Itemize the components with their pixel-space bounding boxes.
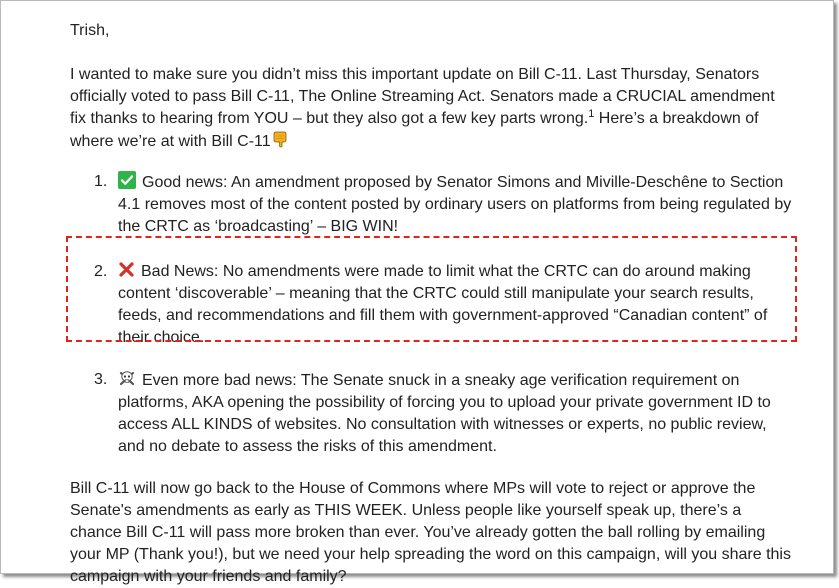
footnote-marker: 1 [588,108,595,120]
pointing-down-icon [272,130,288,148]
list-number: 2. [94,263,108,280]
update-list [70,171,795,458]
intro-text-after-footnote: Here’s a breakdown of where we’re at with Bill C-11 [70,110,759,150]
closing-paragraph: Bill C-11 will now go back to the House of Commons where MPs will vote to reject or approve the Senate's amendments as early as THIS WEEK. Unless people like yourself speak up, there’s a chance Bill C-11 will pass more broken than ever. You’ve already gotten the ball rolling by emailing your MP (Thank you!), but we need your help spreading the word on this campaign, will you share this campaign with your friends and family? [70,480,791,585]
intro-paragraph [70,64,795,153]
email-body [70,20,795,588]
cross-mark-icon [118,261,135,278]
skull-crossbones-icon [118,369,136,387]
list-item-good-news [70,171,795,238]
check-mark-icon [118,171,136,189]
list-item-text: Even more bad news: The Senate snuck in a sneaky age verification requirement on platforms, AKA opening the possibility of forcing you to upload your private government ID to access ALL KINDS of websites. No consultation with witnesses or experts, no public review, and no debate to assess the risks of this amendment. [118,372,771,455]
list-item-even-more-bad-news [70,369,795,458]
list-number: 1. [94,173,108,190]
intro-text-before-footnote: I wanted to make sure you didn’t miss this important update on Bill C-11. Last Thursday, Senators officially voted to pass Bill C-11, The Online Streaming Act. Senators made a CRUCIAL amendment fix thanks to hearing from YOU – but they also got a few key parts wrong. [70,66,775,127]
list-item-text: Bad News: No amendments were made to limit what the CRTC can do around making content ‘discoverable’ – meaning that the CRTC could still manipulate your search results, feeds, and recommendations and fill them with government-approved “Canadian content” of their choice. [118,263,768,346]
list-item-bad-news [70,261,795,349]
list-number: 3. [94,371,108,388]
list-item-text: Good news: An amendment proposed by Senator Simons and Miville-Deschêne to Section 4.1 removes most of the content posted by ordinary users on platforms from being regulated by the CRTC as ‘broadcasting’ – BIG WIN! [118,174,792,235]
greeting: Trish, [70,22,110,39]
